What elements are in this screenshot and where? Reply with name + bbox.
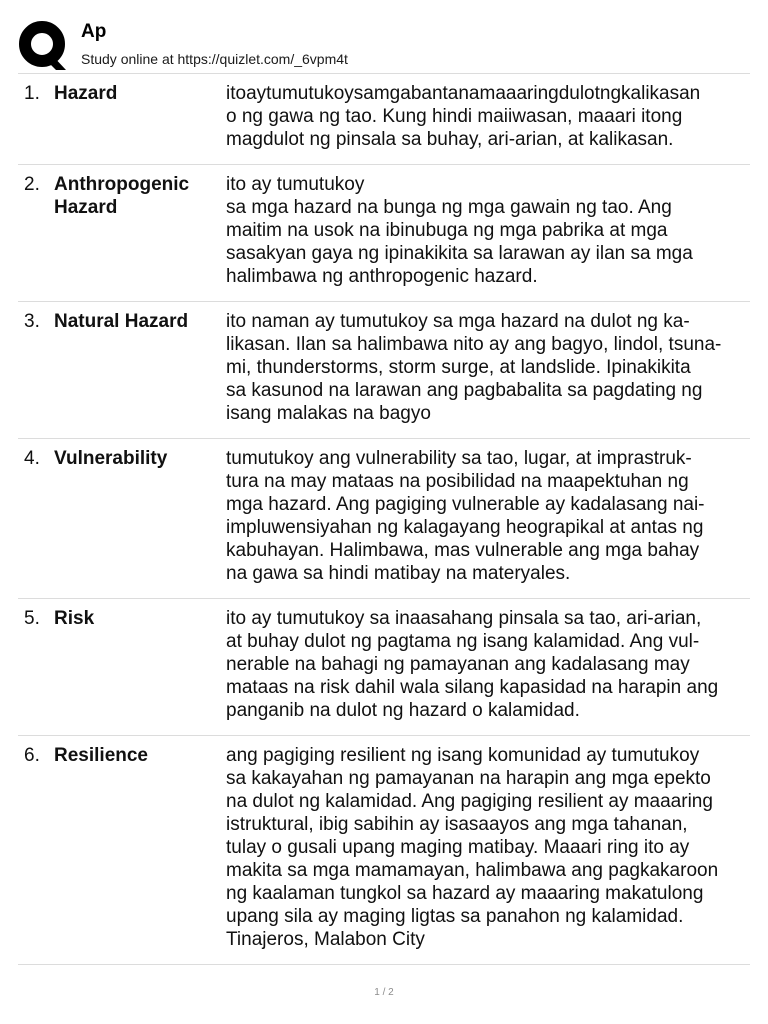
page-header	[18, 18, 750, 72]
card-number: 2.	[24, 174, 40, 195]
card-term: Risk	[54, 608, 95, 629]
page-number: 1 / 2	[374, 987, 394, 998]
flashcard-row	[18, 74, 750, 165]
card-term: Hazard	[54, 83, 118, 104]
flashcard-row	[18, 302, 750, 439]
card-number: 6.	[24, 745, 40, 766]
study-online-link[interactable]: Study online at https://quizlet.com/_6vpm4t	[81, 51, 348, 67]
set-title: Ap	[81, 21, 107, 42]
flashcard-row	[18, 599, 750, 736]
card-number: 1.	[24, 83, 40, 104]
card-definition: itoaytumutukoysamgabantanamaaaringdulotngkalikasan o ng gawa ng tao. Kung hindi maiiwasan, maaari itong magdulot ng pinsala sa buhay, ari-arian, at kalikasan.	[226, 83, 701, 150]
card-term: Resilience	[54, 745, 148, 766]
card-definition: ang pagiging resilient ng isang komunidad ay tumutukoy sa kakayahan ng pamayanan na harapin ang mga epekto na dulot ng kalamidad. Ang pagiging resilient ay maaaring istruktural, ibig sabihin ay isasaayos ang mga tahanan, tulay o gusali upang maging matibay. Maaari ring ito ay makita sa mga mamamayan, halimbawa ang pagkakaroon ng kaalaman tungkol sa hazard ay maaaring makatulong upang sila ay maging ligtas sa panahon ng kalamidad. Tinajeros, Malabon City	[226, 745, 719, 950]
card-definition: ito naman ay tumutukoy sa mga hazard na dulot ng ka- likasan. Ilan sa halimbawa nito ay ang bagyo, lindol, tsuna- mi, thunderstorms, storm surge, at landslide. Ipinakikita sa kasunod na larawan ang pagbabalita sa pagdating ng isang malakas na bagyo	[226, 311, 722, 424]
card-definition: ito ay tumutukoy sa mga hazard na bunga ng mga gawain ng tao. Ang maitim na usok na ibinubuga ng mga pabrika at mga sasakyan gaya ng ipinakikita sa larawan ay ilan sa mga halimbawa ng anthropogenic hazard.	[226, 174, 693, 287]
flashcard-row	[18, 165, 750, 302]
card-term: Anthropogenic Hazard	[54, 174, 190, 218]
card-number: 5.	[24, 608, 40, 629]
flashcard-list	[18, 73, 750, 965]
flashcard-row	[18, 736, 750, 965]
quizlet-logo-icon[interactable]	[18, 20, 70, 72]
card-definition: ito ay tumutukoy sa inaasahang pinsala sa tao, ari-arian, at buhay dulot ng pagtama ng isang kalamidad. Ang vul- nerable na bahagi ng pamayanan ang kadalasang may mataas na risk dahil wala silang kapasidad na harapin ang panganib na dulot ng hazard o kalamidad.	[226, 608, 719, 721]
card-number: 4.	[24, 448, 40, 469]
card-term: Natural Hazard	[54, 311, 189, 332]
card-definition: tumutukoy ang vulnerability sa tao, lugar, at imprastruk- tura na may mataas na posibilidad na maapektuhan ng mga hazard. Ang pagiging vulnerable ay kadalasang nai- impluwensiyahan ng kalagayang heograpikal at antas ng kabuhayan. Halimbawa, mas vulnerable ang mga bahay na gawa sa hindi matibay na materyales.	[226, 448, 705, 584]
card-term: Vulnerability	[54, 448, 168, 469]
card-number: 3.	[24, 311, 40, 332]
flashcard-row	[18, 439, 750, 599]
